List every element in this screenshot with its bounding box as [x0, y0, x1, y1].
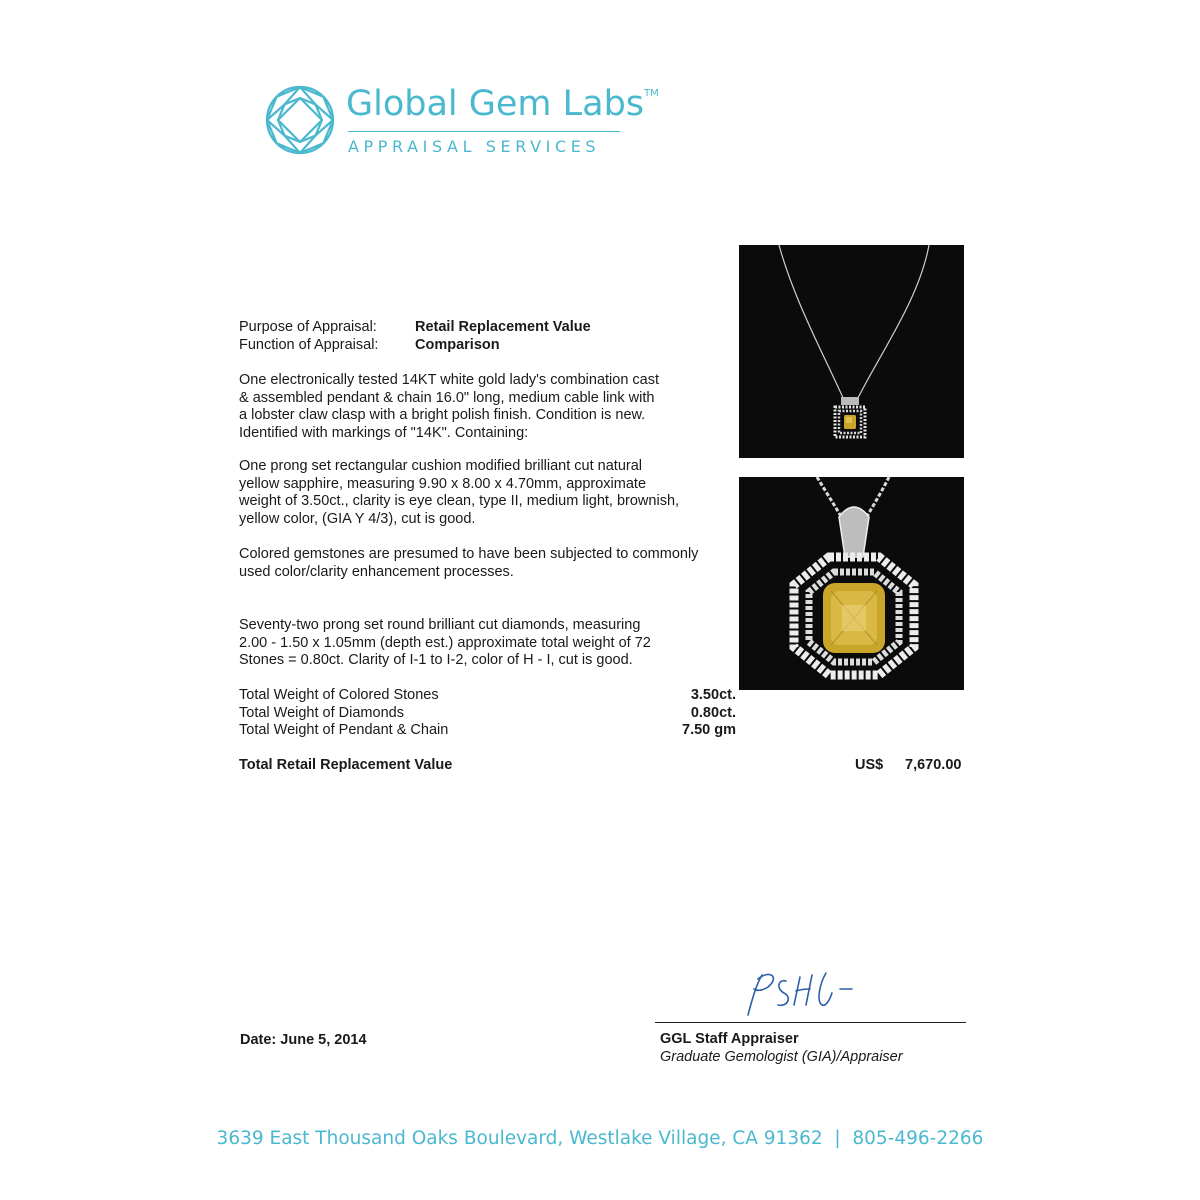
grand-total-currency: US$	[855, 757, 884, 773]
description-paragraph: One electronically tested 14KT white gold lady's combination cast & assembled pendant & chain 16.0" long, medium cable link with a lobster claw clasp with a bright polish finish. Condition is new. Identified with markings of "14K". Containing:	[239, 372, 660, 441]
brand-divider	[348, 131, 620, 132]
grand-total-label: Total Retail Replacement Value	[239, 757, 453, 773]
appraiser-signature	[740, 965, 860, 1020]
trademark-mark: TM	[644, 88, 659, 99]
purpose-value: Retail Replacement Value	[415, 319, 591, 335]
enhancement-paragraph: Colored gemstones are presumed to have been subjected to commonly used color/clarity enhancement processes.	[239, 546, 699, 580]
appraiser-title: Graduate Gemologist (GIA)/Appraiser	[660, 1049, 903, 1065]
brand-name: Global Gem Labs™	[346, 84, 659, 124]
diamond-logo-icon	[264, 84, 336, 156]
pendant-necklace-photo	[739, 245, 964, 458]
pendant-closeup-photo	[739, 477, 964, 690]
total-weight-value: 0.80ct.	[690, 705, 736, 721]
appraisal-date: Date: June 5, 2014	[240, 1032, 367, 1048]
total-weight-label: Total Weight of Diamonds	[239, 705, 404, 721]
function-label: Function of Appraisal:	[239, 337, 379, 353]
purpose-label: Purpose of Appraisal:	[239, 319, 377, 335]
grand-total-value: 7,670.00	[905, 757, 962, 773]
appraiser-name: GGL Staff Appraiser	[660, 1031, 799, 1047]
total-weight-label: Total Weight of Colored Stones	[239, 687, 439, 703]
total-weight-label: Total Weight of Pendant & Chain	[239, 722, 449, 738]
diamonds-paragraph: Seventy-two prong set round brilliant cut diamonds, measuring 2.00 - 1.50 x 1.05mm (depth est.) approximate total weight of 72 Stones = 0.80ct. Clarity of I-1 to I-2, color of H - I, cut is good.	[239, 617, 651, 668]
colored-stone-paragraph: One prong set rectangular cushion modified brilliant cut natural yellow sapphire, measuring 9.90 x 8.00 x 4.70mm, approximate weight of 3.50ct., clarity is eye clean, type II, medium light, brownish, yellow color, (GIA Y 4/3), cut is good.	[239, 458, 680, 527]
total-weight-value: 3.50ct.	[690, 687, 736, 703]
function-value: Comparison	[415, 337, 500, 353]
signature-line	[655, 1022, 966, 1023]
brand-subtitle: APPRAISAL SERVICES	[348, 137, 601, 156]
total-weight-value: 7.50 gm	[682, 722, 736, 738]
footer-address: 3639 East Thousand Oaks Boulevard, Westlake Village, CA 91362 | 805-496-2266	[216, 1128, 984, 1149]
